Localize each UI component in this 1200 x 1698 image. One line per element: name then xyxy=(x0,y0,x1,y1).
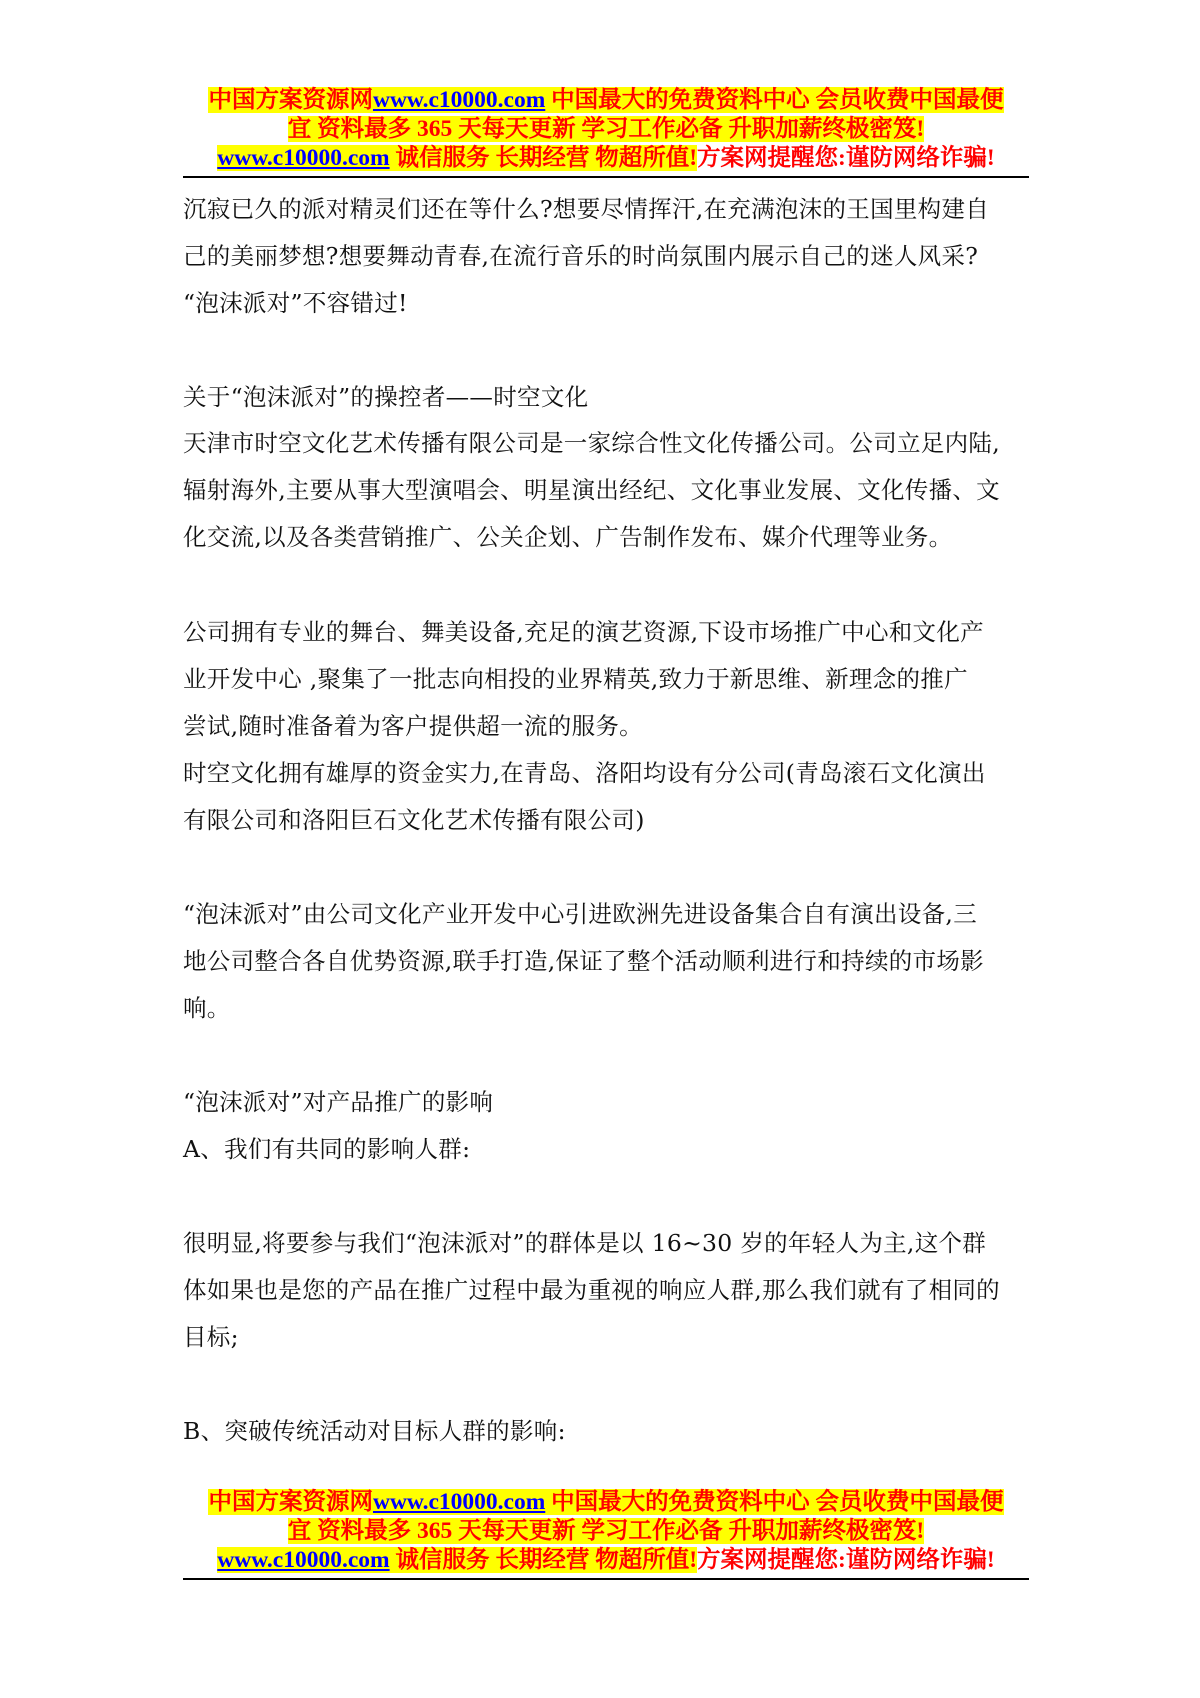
body-line: “泡沫派对”不容错过! xyxy=(183,289,408,317)
fraud-warning: 方案网提醒您:谨防网络诈骗! xyxy=(697,145,995,171)
body-line: “泡沫派对”由公司文化产业开发中心引进欧洲先进设备集合自有演出设备,三 xyxy=(183,900,977,928)
body-line: 业开发中心 ,聚集了一批志向相投的业界精英,致力于新思维、新理念的推广 xyxy=(183,665,968,693)
body-line: 公司拥有专业的舞台、舞美设备,充足的演艺资源,下设市场推广中心和文化产 xyxy=(183,618,984,646)
body-line: 地公司整合各自优势资源,联手打造,保证了整个活动顺利进行和持续的市场影 xyxy=(183,947,984,975)
body-line: 天津市时空文化艺术传播有限公司是一家综合性文化传播公司。公司立足内陆, xyxy=(183,429,1000,457)
subsection-heading: B、突破传统活动对目标人群的影响: xyxy=(183,1417,566,1445)
footer-banner xyxy=(183,1488,1029,1575)
site-name: 中国方案资源网 xyxy=(208,87,373,113)
section-heading: “泡沫派对”对产品推广的影响 xyxy=(183,1088,494,1116)
body-line: 目标; xyxy=(183,1323,239,1351)
body-line: 很明显,将要参与我们“泡沫派对”的群体是以 16~30 岁的年轻人为主,这个群 xyxy=(183,1229,987,1257)
banner-slogan: 中国最大的免费资料中心 会员收费中国最便 xyxy=(545,1489,1004,1515)
banner-line-3 xyxy=(183,1546,1029,1575)
site-link[interactable]: www.c10000.com xyxy=(217,1547,390,1573)
body-line: 有限公司和洛阳巨石文化艺术传播有限公司) xyxy=(183,806,645,834)
banner-slogan: 中国最大的免费资料中心 会员收费中国最便 xyxy=(545,87,1004,113)
site-link[interactable]: www.c10000.com xyxy=(217,145,390,171)
section-heading: 关于“泡沫派对”的操控者——时空文化 xyxy=(183,383,589,411)
header-banner xyxy=(183,86,1029,173)
body-line: 化交流,以及各类营销推广、公关企划、广告制作发布、媒介代理等业务。 xyxy=(183,523,953,551)
site-name: 中国方案资源网 xyxy=(208,1489,373,1515)
body-line: 尝试,随时准备着为客户提供超一流的服务。 xyxy=(183,712,643,740)
banner-line-2 xyxy=(183,1517,1029,1546)
banner-line-3 xyxy=(183,144,1029,173)
banner-line-2 xyxy=(183,115,1029,144)
banner-slogan-2: 宜 资料最多 365 天每天更新 学习工作必备 升职加薪终极密笈! xyxy=(287,116,925,142)
banner-slogan-3: 诚信服务 长期经营 物超所值! xyxy=(389,145,698,171)
body-line: 沉寂已久的派对精灵们还在等什么?想要尽情挥汗,在充满泡沫的王国里构建自 xyxy=(183,195,990,223)
banner-line-1 xyxy=(183,1488,1029,1517)
fraud-warning: 方案网提醒您:谨防网络诈骗! xyxy=(697,1547,995,1573)
header-divider xyxy=(183,176,1029,178)
banner-slogan-2: 宜 资料最多 365 天每天更新 学习工作必备 升职加薪终极密笈! xyxy=(287,1518,925,1544)
site-link[interactable]: www.c10000.com xyxy=(372,87,546,113)
subsection-heading: A、我们有共同的影响人群: xyxy=(183,1135,471,1163)
body-line: 响。 xyxy=(183,994,231,1022)
site-link[interactable]: www.c10000.com xyxy=(372,1489,546,1515)
body-line: 辐射海外,主要从事大型演唱会、明星演出经纪、文化事业发展、文化传播、文 xyxy=(183,476,1000,504)
footer-divider xyxy=(183,1578,1029,1580)
banner-line-1 xyxy=(183,86,1029,115)
body-line: 时空文化拥有雄厚的资金实力,在青岛、洛阳均设有分公司(青岛滚石文化演出 xyxy=(183,759,986,787)
body-line: 己的美丽梦想?想要舞动青春,在流行音乐的时尚氛围内展示自己的迷人风采? xyxy=(183,242,979,270)
body-line: 体如果也是您的产品在推广过程中最为重视的响应人群,那么我们就有了相同的 xyxy=(183,1276,1000,1304)
banner-slogan-3: 诚信服务 长期经营 物超所值! xyxy=(389,1547,698,1573)
